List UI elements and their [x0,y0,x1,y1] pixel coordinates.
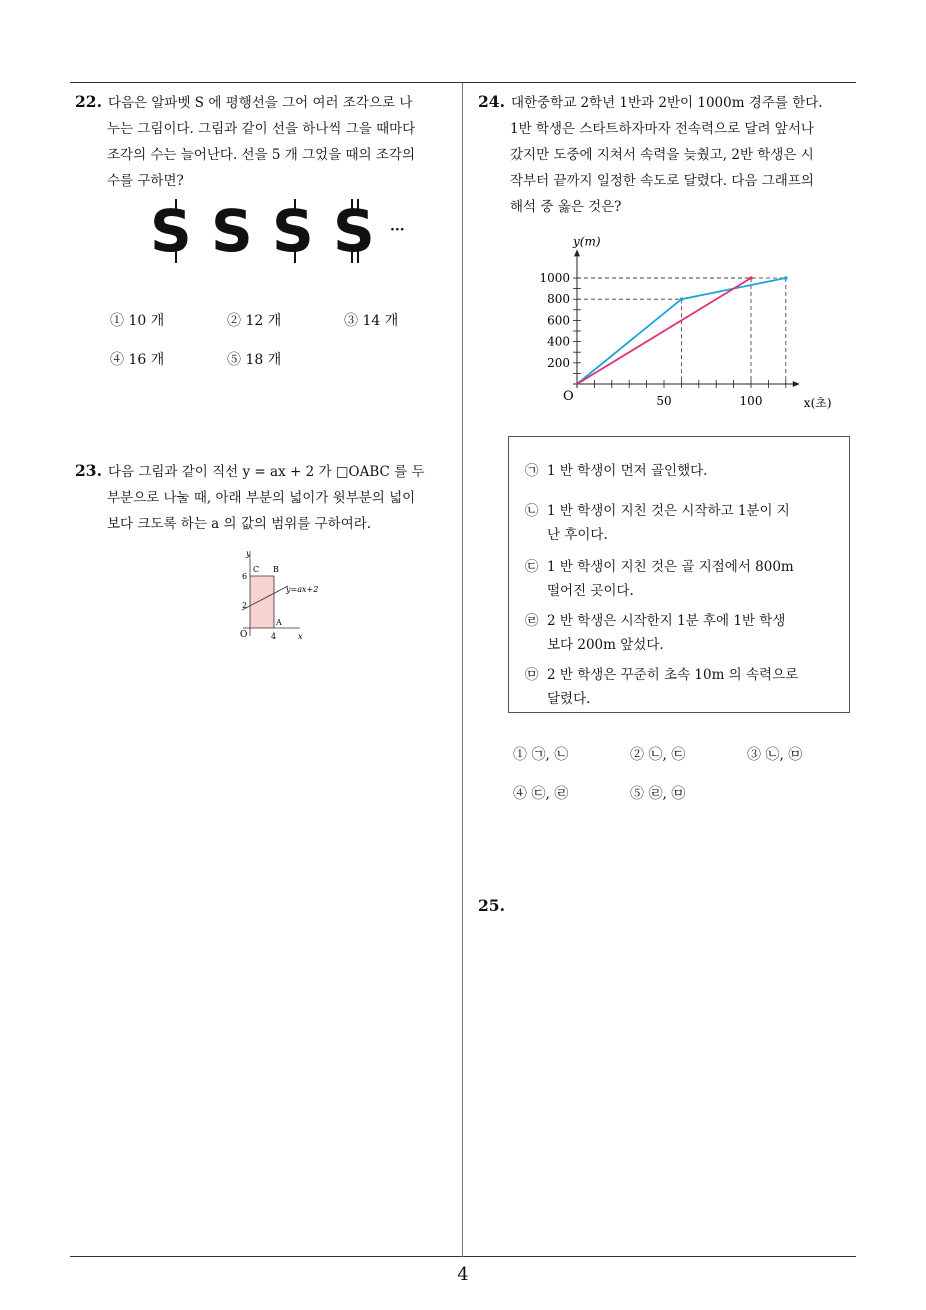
q22-choice-1[interactable]: ① 10 개 [110,313,165,329]
page-number: 4 [457,1264,469,1285]
fig-point-c: C [253,565,260,574]
statement-4-mark: ㉣ [525,613,539,629]
question-23 [75,458,465,537]
top-rule [70,82,856,83]
statements-box [508,436,850,713]
question-24-line-4: 작부터 끝까지 일정한 속도로 달렸다. 다음 그래프의 [510,173,814,189]
chart-y-tick-label: 400 [547,334,570,349]
chart-y-tick-label: 1000 [539,271,570,285]
chart-x-arrow [793,381,800,387]
s-letter-4: S [333,197,375,265]
statement-2-mark: ㉡ [525,503,539,519]
chart-series-point-2 [749,276,753,280]
s-letter-3: S [272,197,314,265]
statement-4-line-1: 2 반 학생은 시작한지 1분 후에 1반 학생 [547,613,786,629]
chart-series-point-1 [680,297,684,301]
q22-choice-2[interactable]: ② 12 개 [227,313,282,329]
question-25-number: 25. [478,896,505,915]
chart-x-tick-label: 100 [739,394,763,408]
chart-x-tick-label: 50 [656,394,672,408]
fig-tick-2: 2 [242,601,248,610]
q22-choice-3[interactable]: ③ 14 개 [344,313,399,329]
statement-5-line-1: 2 반 학생은 꾸준히 초속 10m 의 속력으로 [547,667,799,683]
fig-line-label: y=ax+2 [286,585,319,594]
q22-choice-5[interactable]: ⑤ 18 개 [227,352,282,368]
statement-3-mark: ㉢ [525,559,539,575]
chart-y-label: y(m) [573,234,601,249]
chart-x-label: x(초) [803,396,832,410]
question-23-line-2: 부분으로 나눌 때, 아래 부분의 넓이가 윗부분의 넓이 [107,490,416,506]
statement-4-line-2: 보다 200m 앞섰다. [547,637,664,653]
statement-2 [525,499,835,547]
statement-3-line-2: 떨어진 곳이다. [547,583,634,599]
statement-3-line-1: 1 반 학생이 지친 것은 골 지점에서 800m [547,559,794,575]
question-22-line-1: 다음은 알파벳 S 에 평행선을 그어 여러 조각으로 나 [107,95,413,111]
statement-2-line-2: 난 후이다. [547,527,608,543]
distance-time-chart [520,228,840,418]
question-24-line-2: 1반 학생은 스타트하자마자 전속력으로 달려 앞서나 [510,121,814,137]
statement-4 [525,609,835,657]
question-22-line-2: 누는 그림이다. 그림과 같이 선을 하나씩 그을 때마다 [107,121,416,137]
column-divider [462,83,463,1257]
fig-tick-4: 4 [271,632,277,641]
s-ellipsis: ··· [390,222,405,238]
fig-y-label: y [246,549,251,558]
chart-series-point-1 [784,276,788,280]
chart-y-tick-label: 200 [547,355,570,370]
chart-y-tick-label: 800 [547,292,570,307]
statement-2-line-1: 1 반 학생이 지친 것은 시작하고 1분이 지 [547,503,790,519]
question-24-number: 24. [478,92,505,111]
statement-1-line-1: 1 반 학생이 먼저 골인했다. [547,463,708,479]
chart-origin-label: O [563,389,574,404]
statement-1 [525,459,835,483]
q24-choice-2[interactable]: ② ㉡, ㉢ [630,747,686,763]
question-23-number: 23. [75,461,102,480]
question-24-line-1: 대한중학교 2학년 1반과 2반이 1000m 경주를 한다. [510,95,823,111]
chart-series-line-2 [577,278,751,384]
question-24-line-3: 갔지만 도중에 지쳐서 속력을 늦췄고, 2반 학생은 시 [510,147,814,163]
question-22-line-3: 조각의 수는 늘어난다. 선을 5 개 그었을 때의 조각의 [107,147,416,163]
s-letter-1: S [150,197,192,265]
bottom-rule [70,1256,856,1257]
question-22-number: 22. [75,92,102,111]
question-24-line-5: 해석 중 옳은 것은? [510,199,622,215]
q24-choice-1[interactable]: ① ㉠, ㉡ [513,747,569,763]
chart-y-tick-label: 600 [547,313,570,328]
fig-origin: O [240,630,248,640]
q24-choice-3[interactable]: ③ ㉡, ㉤ [747,747,803,763]
fig-x-label: x [298,632,303,641]
statement-5-mark: ㉤ [525,667,539,683]
q23-figure [228,546,338,646]
fig-point-b: B [273,565,279,574]
question-22 [75,89,465,194]
statement-1-mark: ㉠ [525,463,539,479]
question-24 [478,89,863,220]
statement-5 [525,663,835,711]
question-23-line-3: 보다 크도록 하는 a 의 값의 범위를 구하여라. [107,516,372,532]
statement-5-line-2: 달렸다. [547,691,591,707]
q22-choice-4[interactable]: ④ 16 개 [110,352,165,368]
s-lines-overlay [140,195,380,270]
statement-3 [525,555,835,603]
oabc-rectangle [250,576,274,628]
question-22-line-4: 수를 구하면? [107,173,184,189]
q24-choice-5[interactable]: ⑤ ㉣, ㉤ [630,786,686,802]
chart-y-arrow [574,249,580,256]
fig-tick-6: 6 [242,572,248,581]
s-letter-2: S [211,197,253,265]
fig-point-a: A [276,618,282,627]
q24-choice-4[interactable]: ④ ㉢, ㉣ [513,786,569,802]
question-23-line-1: 다음 그림과 같이 직선 y = ax + 2 가 □OABC 를 두 [107,464,425,480]
